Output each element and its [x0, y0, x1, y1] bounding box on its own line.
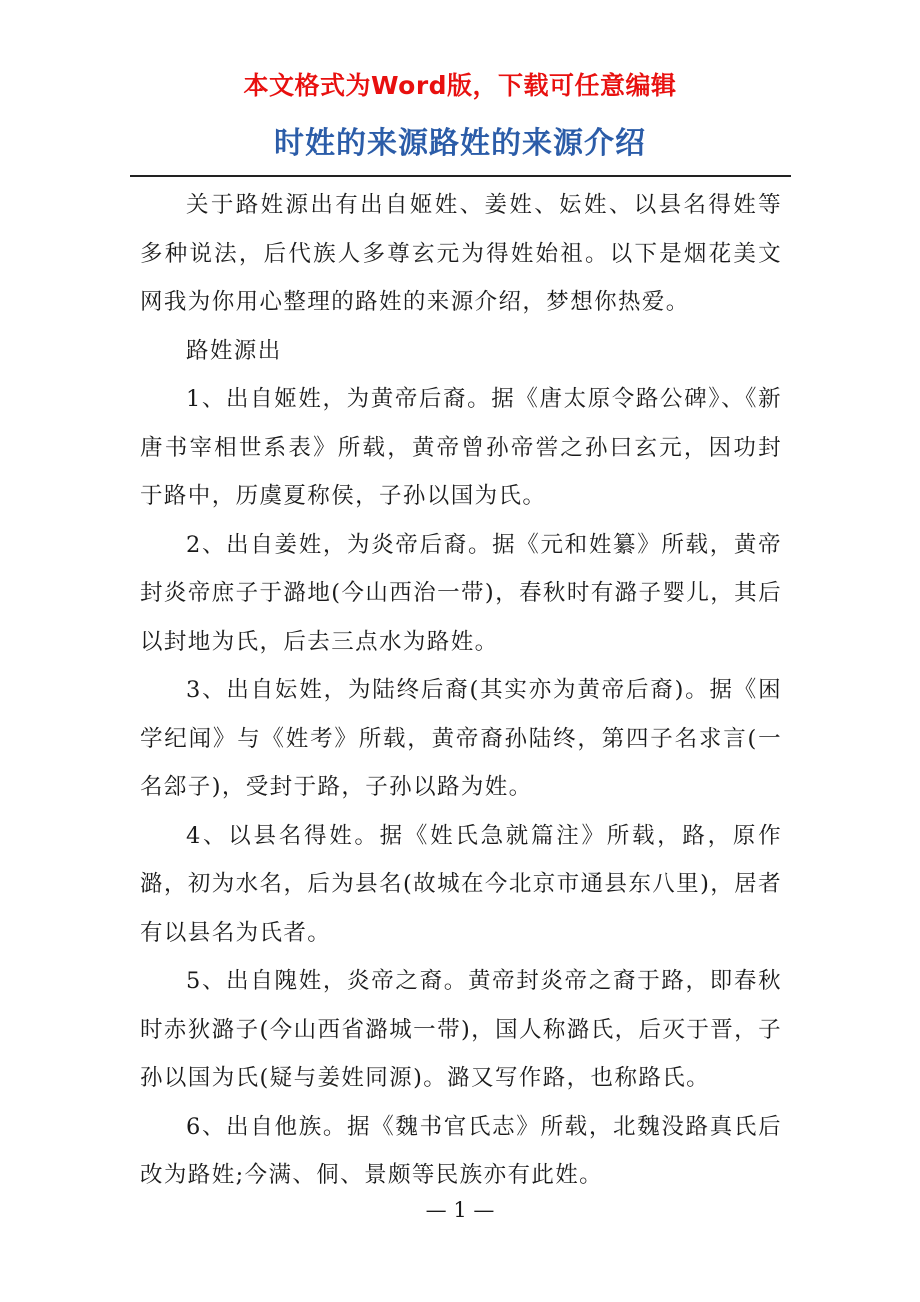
- intro-paragraph: 关于路姓源出有出自姬姓、姜姓、妘姓、以县名得姓等多种说法，后代族人多尊玄元为得姓始祖。以下是烟花美文网我为你用心整理的路姓的来源介绍，梦想你热爱。: [140, 192, 782, 315]
- origin-item-2: 2、出自姜姓，为炎帝后裔。据《元和姓纂》所载，黄帝封炎帝庶子于潞地(今山西治一带)，春秋时有潞子婴儿，其后以封地为氏，后去三点水为路姓。: [140, 531, 782, 655]
- origin-item-3: 3、出自妘姓，为陆终后裔(其实亦为黄帝后裔)。据《困学纪闻》与《姓考》所载，黄帝裔孙陆终，第四子名求言(一名郐子)，受封于路，子孙以路为姓。: [140, 677, 782, 800]
- origin-item-5: 5、出自隗姓，炎帝之裔。黄帝封炎帝之裔于路，即春秋时赤狄潞子(今山西省潞城一带)，国人称潞氏，后灭于晋，子孙以国为氏(疑与姜姓同源)。潞又写作路，也称路氏。: [140, 968, 782, 1091]
- format-notice: 本文格式为Word版，下载可任意编辑: [243, 71, 677, 100]
- section-heading: 路姓源出: [186, 337, 282, 364]
- origin-item-6: 6、出自他族。据《魏书官氏志》所载，北魏没路真氏后改为路姓;今满、侗、景颇等民族亦有此姓。: [140, 1113, 782, 1188]
- origin-item-4: 4、以县名得姓。据《姓氏急就篇注》所载，路，原作潞，初为水名，后为县名(故城在今北京市通县东八里)，居者有以县名为氏者。: [140, 822, 782, 946]
- page-number: — 1 —: [425, 1198, 495, 1222]
- document-title: 时姓的来源路姓的来源介绍: [274, 126, 646, 161]
- origin-item-1: 1、出自姬姓，为黄帝后裔。据《唐太原令路公碑》、《新唐书宰相世系表》所载，黄帝曾孙帝喾之孙曰玄元，因功封于路中，历虞夏称侯，子孙以国为氏。: [140, 386, 782, 509]
- title-divider: [130, 175, 791, 177]
- document-body: [140, 181, 782, 1200]
